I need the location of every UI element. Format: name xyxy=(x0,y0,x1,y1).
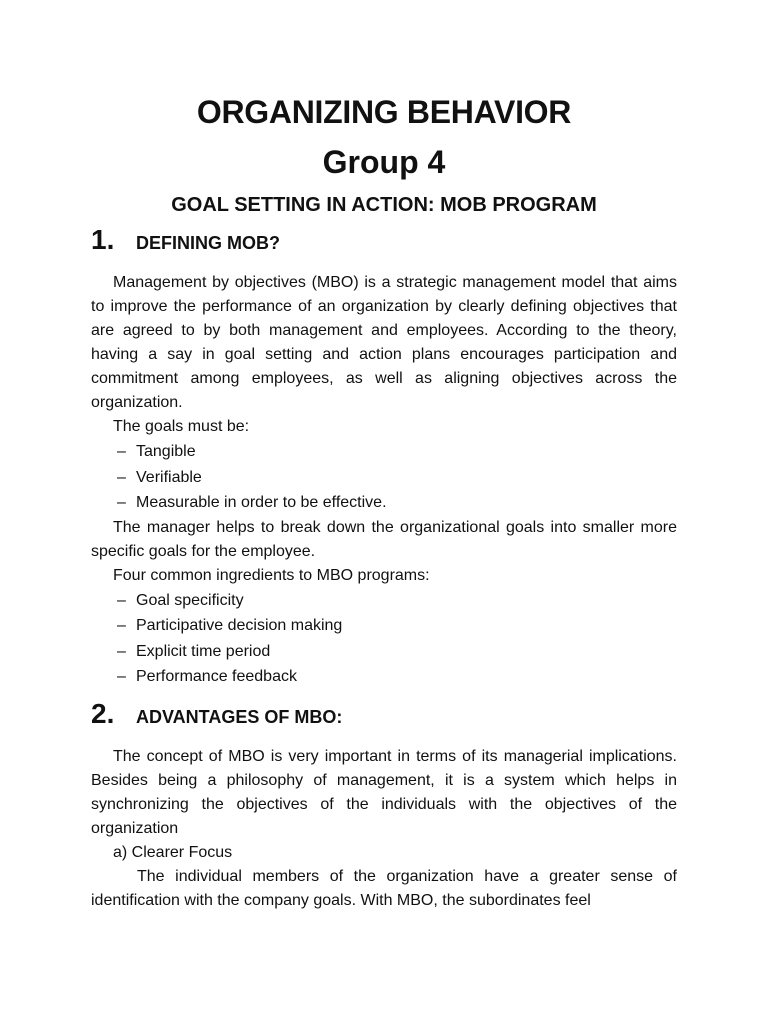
clearer-focus-paragraph: The individual members of the organization have a greater sense of identification with the company goals. With MBO, the subordinates feel xyxy=(91,867,677,909)
ingredients-lead-text: Four common ingredients to MBO programs: xyxy=(113,566,430,584)
list-item: – Performance feedback xyxy=(117,664,677,690)
manager-paragraph: The manager helps to break down the organizational goals into smaller more specific goals for the employee. xyxy=(91,518,677,560)
goals-lead-text: The goals must be: xyxy=(113,418,250,435)
document-title: ORGANIZING BEHAVIOR xyxy=(196,94,572,130)
list-item: – Measurable in order to be effective. xyxy=(117,490,677,516)
section-heading: DEFINING MOB? xyxy=(136,233,280,253)
section-header xyxy=(91,696,677,735)
group-heading: Group 4 xyxy=(322,144,446,180)
section-number: 1. xyxy=(91,224,115,255)
list-item: – Explicit time period xyxy=(117,639,677,665)
list-item: – Verifiable xyxy=(117,465,677,491)
advantages-paragraph: The concept of MBO is very important in terms of its managerial implications. Besides being a philosophy of management, it is a system which helps in synchronizing the objectives of the individuals with the objectives of the organization xyxy=(91,747,677,837)
document-subtitle: GOAL SETTING IN ACTION: MOB PROGRAM xyxy=(171,194,597,216)
mbo-definition-paragraph: Management by objectives (MBO) is a strategic management model that aims to improve the performance of an organization by clearly defining objectives that are agreed to by both management and employees. According to the theory, having a say in goal setting and action plans encourages participation and commitment among employees, as well as aligning objectives across the organization. xyxy=(91,274,677,411)
section-heading: ADVANTAGES OF MBO: xyxy=(136,706,343,727)
section-header xyxy=(91,222,677,261)
section-advantages-mbo xyxy=(91,696,677,913)
goals-list xyxy=(91,439,677,516)
sub-heading-clearer-focus: a) Clearer Focus xyxy=(113,843,233,861)
list-item: – Tangible xyxy=(117,439,677,465)
list-item: – Participative decision making xyxy=(117,613,677,639)
list-item: – Goal specificity xyxy=(117,588,677,614)
section-defining-mob xyxy=(91,222,677,690)
ingredients-list xyxy=(91,588,677,690)
section-number: 2. xyxy=(91,697,115,729)
